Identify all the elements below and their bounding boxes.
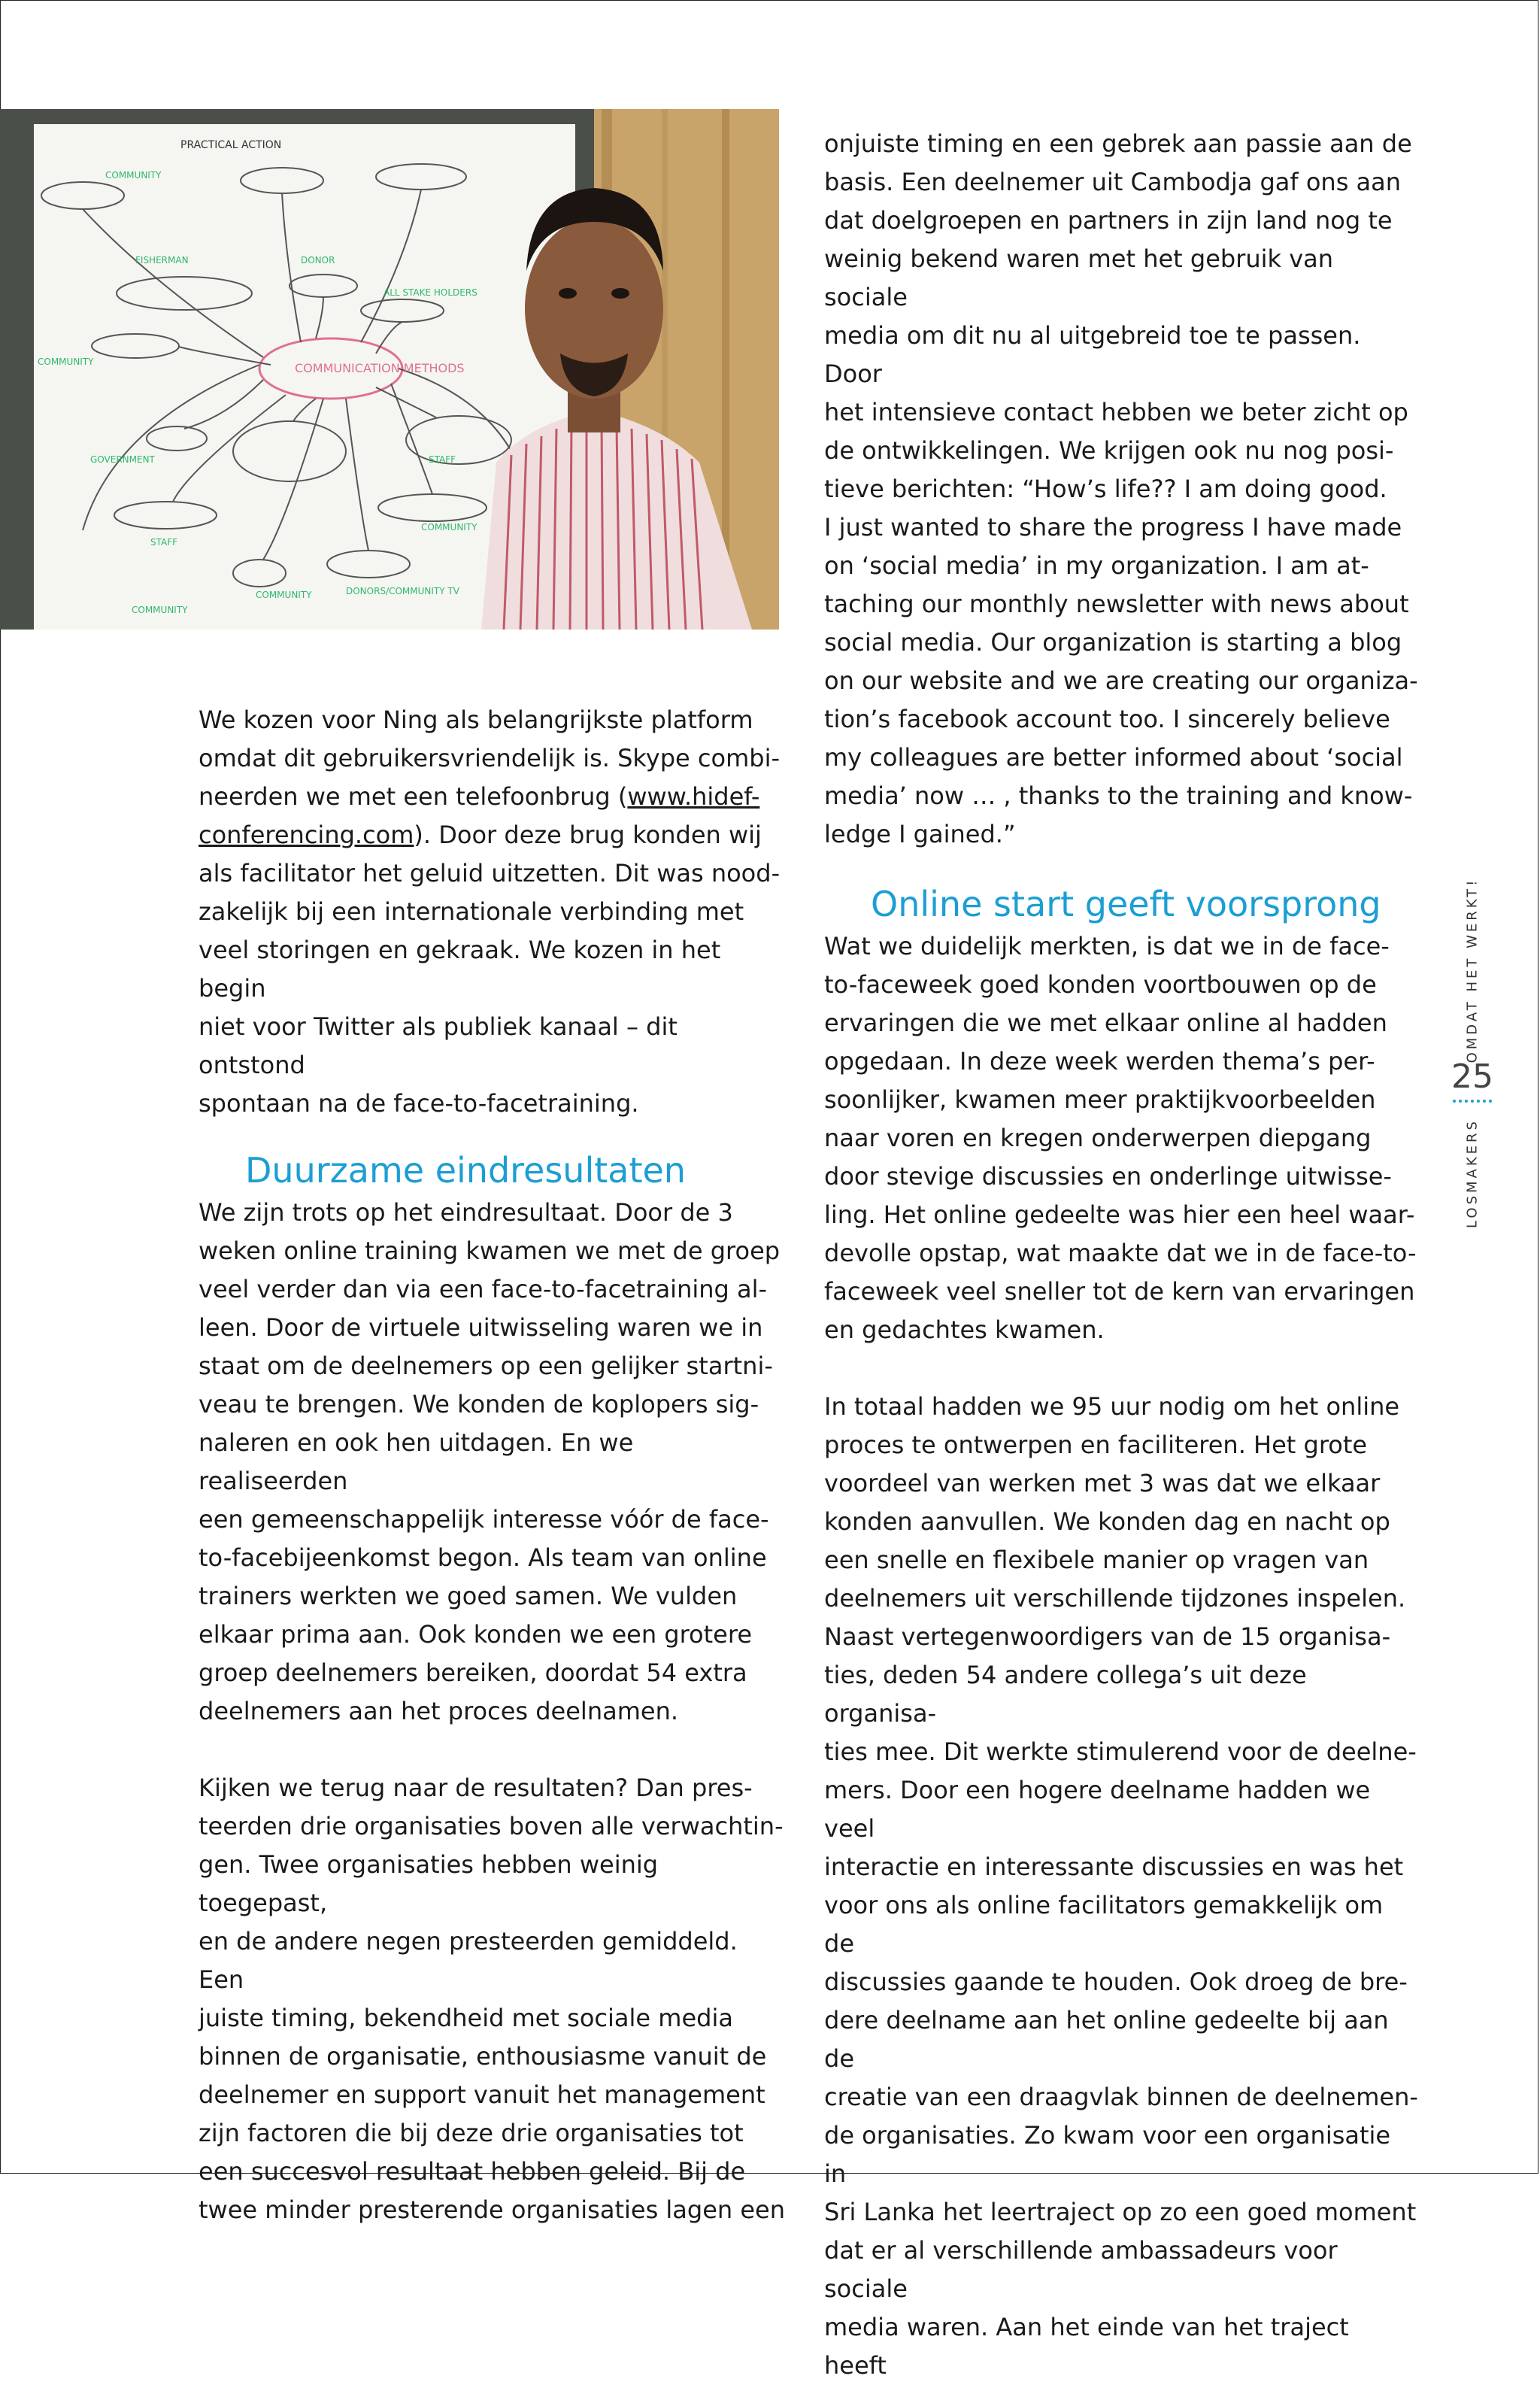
paragraph: Wat we duidelijk merkten, is dat we in de face- to-faceweek goed konden voortbouwen op de ervaringen die we met elkaar online al hadden opgedaan. In deze week werden thema’s per- soonlijker, kwamen meer praktijkvoorbeelden naar voren en kregen onderwerpen diepgang door stevige discussies en onderlinge uitwisse- ling. Het online gedeelte was hier een heel waar- devolle opstap, wat maakte dat we in de face-to- faceweek veel sneller tot de kern van ervaringen en gedachtes kwamen. xyxy=(824,932,1417,1344)
svg-text:STAFF: STAFF xyxy=(150,537,178,548)
svg-text:FISHERMAN: FISHERMAN xyxy=(135,255,189,266)
svg-text:COMMUNITY: COMMUNITY xyxy=(132,605,188,615)
svg-text:COMMUNITY: COMMUNITY xyxy=(421,522,477,533)
svg-text:COMMUNITY: COMMUNITY xyxy=(38,357,94,367)
section-heading-duurzame-eindresultaten: Duurzame eindresultaten xyxy=(245,1150,686,1191)
paragraph: We zijn trots op het eindresultaat. Door de 3 weken online training kwamen we met de groep veel verder dan via een face-to-facetraining al- leen. Door de virtuele uitwisseling waren we in staat om de deelnemers op een gelijker startni- veau te brengen. We konden de koplopers sig- naleren en ook hen uitdagen. En we realiseerden een gemeenschappelijk interesse vóór de face- to-facebijeenkomst begon. Als team van online trainers werkten we goed samen. We vulden elkaar prima aan. Ook konden we een grotere groep deelnemers bereiken, doordat 54 extra deelnemers aan het proces deelnamen. xyxy=(199,1198,781,1725)
hidef-conferencing-link[interactable]: www.hidef- conferencing.com xyxy=(199,782,760,849)
svg-text:DONORS/COMMUNITY TV: DONORS/COMMUNITY TV xyxy=(346,586,459,596)
page-number: 25 xyxy=(1451,1057,1493,1096)
svg-text:COMMUNITY: COMMUNITY xyxy=(256,590,312,600)
board-title: PRACTICAL ACTION xyxy=(180,139,282,151)
publication-label: LOSMAKERS xyxy=(1464,1118,1481,1228)
section-heading-online-start: Online start geeft voorsprong xyxy=(871,884,1381,924)
paragraph: We kozen voor Ning als belangrijkste platform omdat dit gebruikersvriendelijk is. Skype combi- neerden we met een telefoonbrug (www.hidef- conferencing.com). Door deze brug konden wij als facilitator het geluid uitzetten. Dit was nood- zakelijk bij een internationale verbinding met veel storingen en gekraak. We kozen in het begin niet voor Twitter als publiek kanaal – dit ontstond spontaan na de face-to-facetraining. xyxy=(199,705,781,1118)
svg-text:GOVERNMENT: GOVERNMENT xyxy=(90,454,155,465)
section-label: OMDAT HET WERKT! xyxy=(1464,877,1481,1064)
svg-text:ALL STAKE HOLDERS: ALL STAKE HOLDERS xyxy=(383,287,477,298)
svg-text:COMMUNITY: COMMUNITY xyxy=(105,170,162,181)
paragraph: onjuiste timing en een gebrek aan passie aan de basis. Een deelnemer uit Cambodja gaf ons aan dat doelgroepen en partners in zijn land nog te weinig bekend waren met het gebruik van sociale media om dit nu al uitgebreid toe te passen. Door het intensieve contact hebben we beter zicht op de ontwikkelingen. We krijgen ook nu nog posi- tieve berichten: “How’s life?? I am doing good. I just wanted to share the progress I have made on ‘social media’ in my organization. I am at- taching our monthly newsletter with news about social media. Our organization is starting a blog on our website and we are creating our organiza- tion’s facebook account too. I sincerely believe my colleagues are better informed about ‘social media’ now … , thanks to the training and know- ledge I gained.” xyxy=(824,129,1418,848)
photo-flipchart-man xyxy=(0,109,779,630)
page-sidebar xyxy=(1450,877,1495,1228)
right-column xyxy=(824,125,1418,2385)
paragraph: Kijken we terug naar de resultaten? Dan pres- teerden drie organisaties boven alle verwachtin- gen. Twee organisaties hebben weinig toegepast, en de andere negen presteerden gemiddeld. Een juiste timing, bekendheid met sociale media binnen de organisatie, enthousiasme vanuit de deelnemer en support vanuit het management zijn factoren die bij deze drie organisaties tot een succesvol resultaat hebben geleid. Bij de twee minder presterende organisaties lagen een xyxy=(199,1774,786,2224)
svg-text:DONOR: DONOR xyxy=(301,255,335,266)
paragraph: In totaal hadden we 95 uur nodig om het online proces te ontwerpen en faciliteren. Het grote voordeel van werken met 3 was dat we elkaar konden aanvullen. We konden dag en nacht op een snelle en flexibele manier op vragen van deelnemers uit verschillende tijdzones inspelen. Naast vertegenwoordigers van de 15 organisa- ties, deden 54 andere collega’s uit deze organisa- ties mee. Dit werkte stimulerend voor de deelne- mers. Door een hogere deelname hadden we veel interactie en interessante discussies en was het voor ons als online facilitators gemakkelijk om de discussies gaande te houden. Ook droeg de bre- dere deelname aan het online gedeelte bij aan de creatie van een draagvlak binnen de deelnemen- de organisaties. Zo kwam voor een organisatie in Sri Lanka het leertraject op zo een goed moment dat er al verschillende ambassadeurs voor sociale media waren. Aan het einde van het traject heeft xyxy=(824,1392,1418,2380)
svg-text:STAFF: STAFF xyxy=(429,454,456,465)
left-column xyxy=(199,701,785,2229)
board-center: COMMUNICATION METHODS xyxy=(295,361,465,375)
dotted-divider xyxy=(1453,1100,1492,1103)
